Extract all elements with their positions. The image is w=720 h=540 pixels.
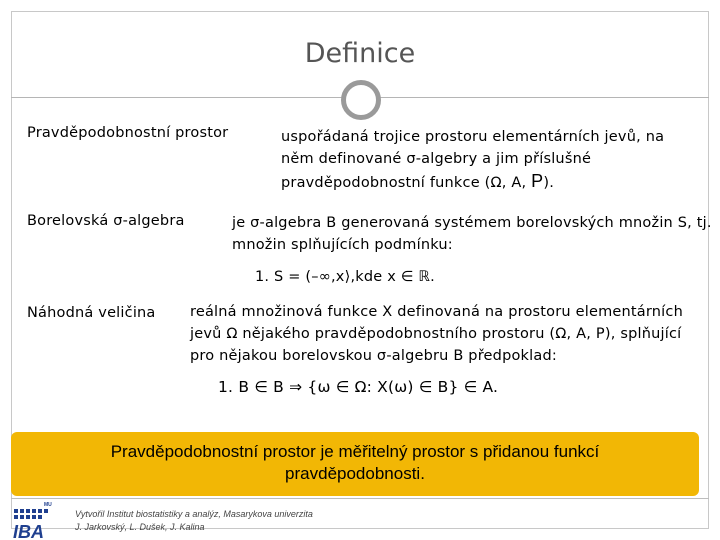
definition-line: jevů Ω nějakého pravděpodobnostního prostoru (Ω, A, P), splňující xyxy=(190,326,682,342)
definition-line: reálná množinová funkce X definovaná na prostoru elementárních xyxy=(190,304,683,320)
term-probability-space: Pravděpodobnostní prostor xyxy=(27,125,229,141)
logo-text: IBA xyxy=(13,522,44,540)
definition-line: pro nějakou borelovskou σ-algebru B předpoklad: xyxy=(190,348,557,364)
definition-probability-space xyxy=(281,126,664,194)
highlight-line: Pravděpodobnostní prostor je měřitelný prostor s přidanou funkcí xyxy=(110,442,600,461)
slide-title: Definice xyxy=(304,38,416,69)
measurability-condition: 1. B ∈ B ⇒ {ω ∈ Ω: X(ω) ∈ B} ∈ A. xyxy=(218,378,499,396)
footer-line: J. Jarkovský, L. Dušek, J. Kalina xyxy=(75,522,205,532)
definition-line: něm definované σ-algebry a jim příslušné xyxy=(281,151,592,167)
probability-symbol: P xyxy=(531,171,544,191)
term-borel-sigma-algebra: Borelovská σ-algebra xyxy=(27,213,185,229)
definition-random-variable xyxy=(190,301,683,367)
iba-logo xyxy=(11,500,61,540)
definition-borel-sigma-algebra xyxy=(232,212,712,256)
definition-line: množin splňujících podmínku: xyxy=(232,237,453,253)
footer-credits xyxy=(75,508,313,534)
borel-condition: 1. S = (–∞,x⟩,kde x ∈ ℝ. xyxy=(255,269,435,285)
term-random-variable: Náhodná veličina xyxy=(27,305,156,321)
footer-line: Vytvořil Institut biostatistiky a analýz, Masarykova univerzita xyxy=(75,509,313,519)
definition-line-text: pravděpodobnostní funkce (Ω, A, xyxy=(281,175,532,191)
footer-divider xyxy=(11,498,709,499)
highlight-banner xyxy=(11,432,699,496)
ring-ornament-icon xyxy=(341,80,381,120)
definition-line xyxy=(281,170,664,194)
highlight-line: pravděpodobnosti. xyxy=(285,464,425,483)
definition-line: uspořádaná trojice prostoru elementárních jevů, na xyxy=(281,129,665,145)
logo-small-text: MU xyxy=(44,502,52,508)
definition-line: je σ-algebra B generovaná systémem borelovských množin S, tj. xyxy=(232,215,712,231)
definition-line-tail: ). xyxy=(543,175,555,191)
